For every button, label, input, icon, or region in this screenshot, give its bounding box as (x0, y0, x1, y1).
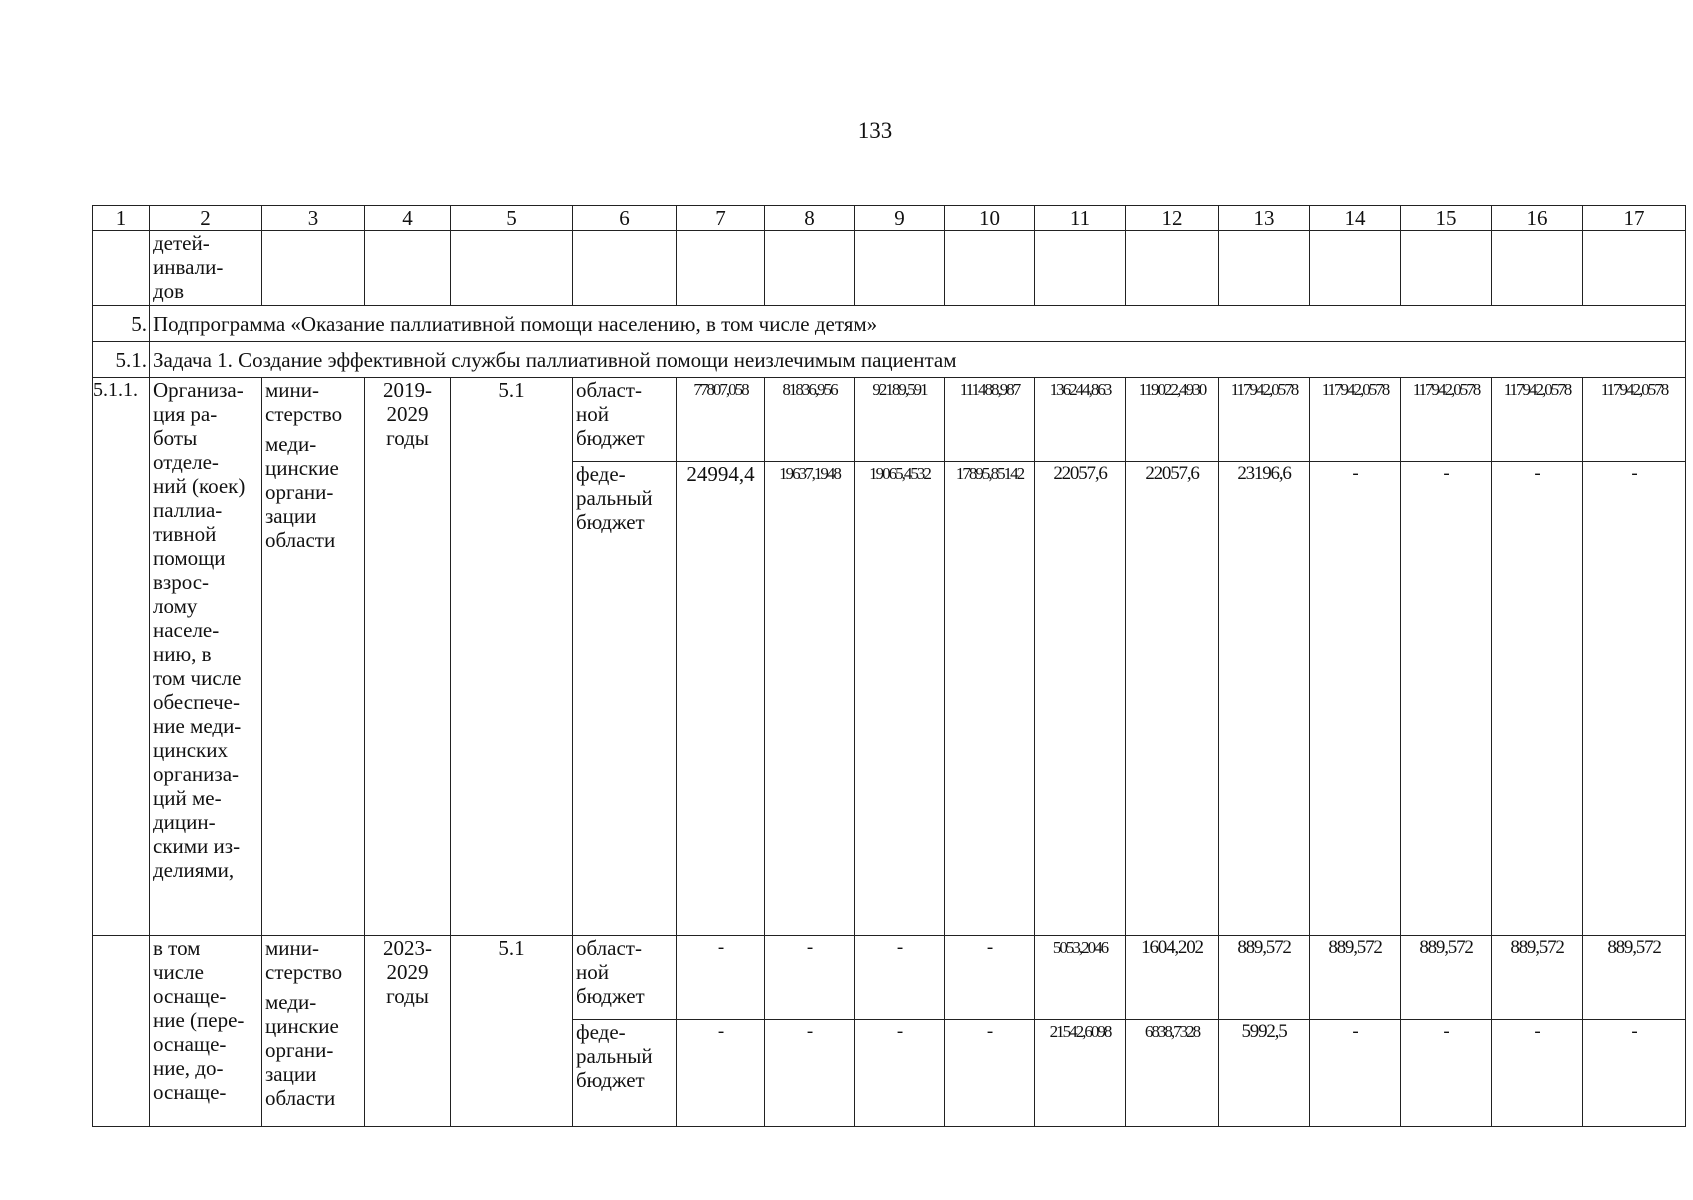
value-cell: 77807,058 (677, 378, 765, 462)
value-cell: 889,572 (1219, 936, 1310, 1020)
value-cell: 117942,0578 (1219, 378, 1310, 462)
col-header: 3 (262, 206, 365, 231)
value-cell: 81836,956 (765, 378, 855, 462)
value-cell: 117942,0578 (1583, 378, 1686, 462)
measure-row (93, 936, 1686, 1020)
value-cell: - (1492, 462, 1583, 936)
value-cell: - (1401, 462, 1492, 936)
col-header: 5 (451, 206, 573, 231)
subprogram-row (93, 306, 1686, 342)
measure-number: 5.1.1. (93, 378, 150, 936)
col-header: 12 (1126, 206, 1219, 231)
value-cell: 1604,202 (1126, 936, 1219, 1020)
value-cell: - (677, 1020, 765, 1127)
source-name: област- ной бюджет (573, 936, 677, 1020)
value-cell: 5053,2046 (1035, 936, 1126, 1020)
col-header: 7 (677, 206, 765, 231)
source-name: феде- ральный бюджет (573, 1020, 677, 1127)
value-cell: - (855, 936, 945, 1020)
value-cell: 22057,6 (1035, 462, 1126, 936)
program-table (92, 205, 1686, 1127)
col-header: 2 (150, 206, 262, 231)
col-header: 9 (855, 206, 945, 231)
col-header: 8 (765, 206, 855, 231)
value-cell: 19637,1948 (765, 462, 855, 936)
value-cell: 117942,0578 (1401, 378, 1492, 462)
value-cell: 23196,6 (1219, 462, 1310, 936)
value-cell: 6838,7328 (1126, 1020, 1219, 1127)
measure-period: 2023- 2029 годы (365, 936, 451, 1127)
measure-executor (262, 936, 365, 1127)
measure-executor (262, 378, 365, 936)
value-cell: 119022,4930 (1126, 378, 1219, 462)
col-header: 13 (1219, 206, 1310, 231)
col-header: 17 (1583, 206, 1686, 231)
task-number: 5.1. (93, 342, 150, 378)
value-cell: - (1583, 462, 1686, 936)
col-header: 6 (573, 206, 677, 231)
executor-organizations: меди- цинские органи- зации области (265, 990, 339, 1110)
executor-ministry: мини- стерство (265, 936, 343, 984)
value-cell: - (1310, 462, 1401, 936)
col-header: 10 (945, 206, 1035, 231)
value-cell: - (1583, 1020, 1686, 1127)
col-header: 16 (1492, 206, 1583, 231)
value-cell: - (945, 936, 1035, 1020)
value-cell: 117942,0578 (1310, 378, 1401, 462)
value-cell: 17895,85142 (945, 462, 1035, 936)
value-cell: 92189,591 (855, 378, 945, 462)
value-cell: - (1401, 1020, 1492, 1127)
value-cell: - (765, 1020, 855, 1127)
column-number-row (93, 206, 1686, 231)
source-name: феде- ральный бюджет (573, 462, 677, 936)
value-cell: 22057,6 (1126, 462, 1219, 936)
value-cell: - (945, 1020, 1035, 1127)
col-header: 4 (365, 206, 451, 231)
value-cell: - (765, 936, 855, 1020)
value-cell: 21542,6098 (1035, 1020, 1126, 1127)
continuation-row (93, 231, 1686, 306)
col-header: 11 (1035, 206, 1126, 231)
subprogram-title: Подпрограмма «Оказание паллиативной помощи населению, в том числе детям» (150, 306, 1686, 342)
measure-period: 2019- 2029 годы (365, 378, 451, 936)
subprogram-number: 5. (93, 306, 150, 342)
measure-row (93, 378, 1686, 462)
value-cell: 889,572 (1401, 936, 1492, 1020)
executor-organizations: меди- цинские органи- зации области (265, 432, 339, 552)
value-cell: 889,572 (1310, 936, 1401, 1020)
measure-indicator: 5.1 (451, 378, 573, 936)
value-cell: 19065,4532 (855, 462, 945, 936)
source-name: област- ной бюджет (573, 378, 677, 462)
value-cell: - (1492, 1020, 1583, 1127)
measure-name: Организа- ция ра- боты отделе- ний (коек) паллиа- тивной помощи взрос- лому населе- нию, в том числе обеспече- ние меди- цинских организа- ций ме- дицин- скими из- делиями, (150, 378, 262, 936)
measure-name: в том числе оснаще- ние (пере- оснаще- ние, до- оснаще- (150, 936, 262, 1127)
task-title: Задача 1. Создание эффективной службы паллиативной помощи неизлечимым пациентам (150, 342, 1686, 378)
value-cell: 889,572 (1492, 936, 1583, 1020)
col-header: 15 (1401, 206, 1492, 231)
executor-ministry: мини- стерство (265, 378, 343, 426)
value-cell: - (1310, 1020, 1401, 1127)
value-cell: 5992,5 (1219, 1020, 1310, 1127)
value-cell: 136244,863 (1035, 378, 1126, 462)
col-header: 14 (1310, 206, 1401, 231)
value-cell: - (855, 1020, 945, 1127)
value-cell: - (677, 936, 765, 1020)
value-cell: 117942,0578 (1492, 378, 1583, 462)
value-cell: 889,572 (1583, 936, 1686, 1020)
col-header: 1 (93, 206, 150, 231)
measure-indicator: 5.1 (451, 936, 573, 1127)
task-row (93, 342, 1686, 378)
continued-name: детей- инвали- дов (150, 231, 262, 306)
page-number: 133 (857, 118, 893, 143)
value-cell: 111488,987 (945, 378, 1035, 462)
value-cell: 24994,4 (677, 462, 765, 936)
